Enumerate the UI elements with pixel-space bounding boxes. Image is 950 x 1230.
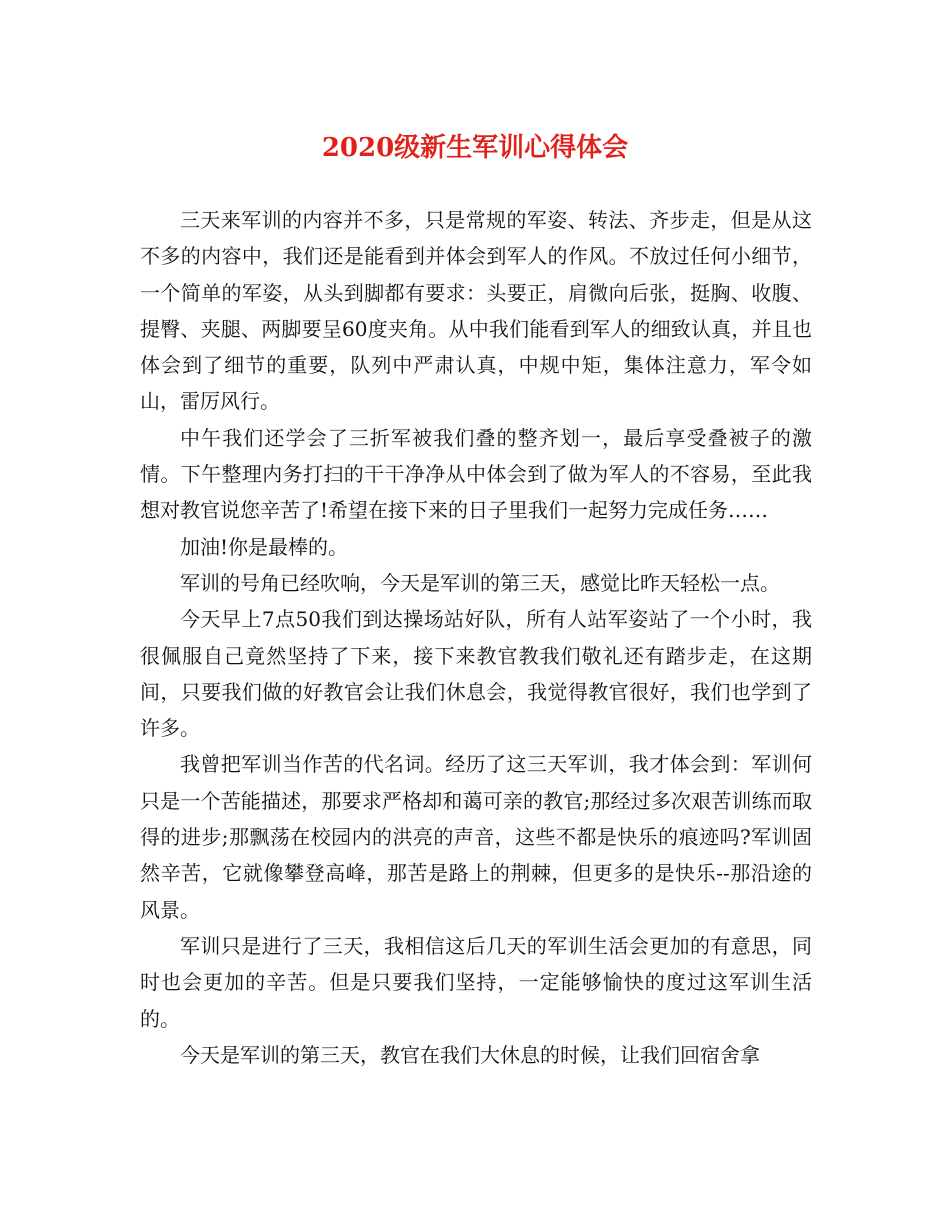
- paragraph: 三天来军训的内容并不多，只是常规的军姿、转法、齐步走，但是从这不多的内容中，我们还是能看到并体会到军人的作风。不放过任何小细节，一个简单的军姿，从头到脚都有要求：头要正，肩微向后张，挺胸、收腹、提臀、夹腿、两脚要呈60度夹角。从中我们能看到军人的细致认真，并且也体会到了细节的重要，队列中严肃认真，中规中矩，集体注意力，军令如山，雷厉风行。: [140, 208, 812, 414]
- paragraph: 加油!你是最棒的。: [180, 534, 349, 559]
- document-body: [140, 202, 812, 1073]
- paragraph: 今天是军训的第三天，教官在我们大休息的时候，让我们回宿舍拿: [180, 1042, 760, 1067]
- paragraph: 今天早上7点50我们到达操场站好队，所有人站军姿站了一个小时，我很佩服自己竟然坚持了下来，接下来教官教我们敬礼还有踏步走，在这期间，只要我们做的好教官会让我们休息会，我觉得教官很好，我们也学到了许多。: [140, 607, 812, 741]
- paragraph: 我曾把军训当作苦的代名词。经历了这三天军训，我才体会到：军训何只是一个苦能描述，那要求严格却和蔼可亲的教官;那经过多次艰苦训练而取得的进步;那飘荡在校园内的洪亮的声音，这些不都是快乐的痕迹吗?军训固然辛苦，它就像攀登高峰，那苦是路上的荆棘，但更多的是快乐--那沿途的风景。: [140, 752, 812, 922]
- document-title: 2020级新生军训心得体会: [321, 133, 629, 163]
- paragraph: 中午我们还学会了三折军被我们叠的整齐划一，最后享受叠被子的激情。下午整理内务打扫的干干净净从中体会到了做为军人的不容易，至此我想对教官说您辛苦了!希望在接下来的日子里我们一起努力完成任务……: [140, 425, 812, 523]
- paragraph: 军训的号角已经吹响，今天是军训的第三天，感觉比昨天轻松一点。: [180, 570, 780, 595]
- paragraph: 军训只是进行了三天，我相信这后几天的军训生活会更加的有意思，同时也会更加的辛苦。但是只要我们坚持，一定能够愉快的度过这军训生活的。: [140, 933, 812, 1031]
